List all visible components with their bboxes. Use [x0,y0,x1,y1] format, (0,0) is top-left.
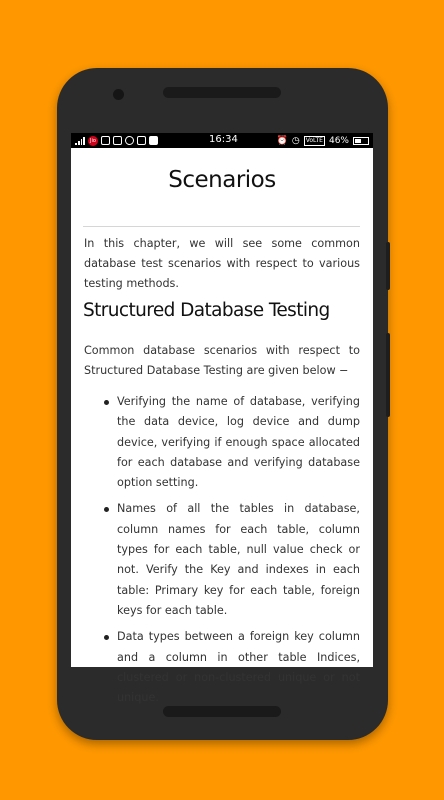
volume-button [386,333,390,417]
section-heading: Structured Database Testing [83,300,330,321]
power-button [386,242,390,290]
alarm-icon: ⏰ [276,135,288,146]
clock-icon: ◷ [291,135,300,146]
scenario-list [84,392,360,714]
status-bar [71,133,373,148]
status-time: 16:34 [209,134,238,145]
earpiece-speaker [163,87,281,98]
message-icon [113,136,122,145]
battery-icon [353,137,369,145]
notification-icon [101,136,110,145]
jio-app-icon: Jio [88,136,98,146]
list-item: Verifying the name of database, verifying the data device, log device and dump device, verifying if enough space allocated for each database and verifying database option setting. [84,392,360,493]
screen [71,133,373,705]
link-icon [137,136,146,145]
status-system-icons [277,135,369,146]
status-notification-icons [75,135,158,146]
settings-icon [125,136,134,145]
section-intro-paragraph: Common database scenarios with respect to Structured Database Testing are given below − [84,344,360,377]
list-item: Names of all the tables in database, column names for each table, column types for each table, null value check or not. Verify the Key and indexes in each table: Primary key for each table, foreign keys for each table. [84,499,360,621]
signal-icon [75,137,85,145]
front-camera [113,89,124,100]
list-item: Data types between a foreign key column and a column in other table Indices, clustered or non-clustered unique or not unique. [84,627,360,708]
volte-badge: VoLTE [305,136,323,144]
facebook-icon [149,136,158,145]
battery-percentage: 46% [328,135,349,146]
page-title: Scenarios [168,167,276,193]
intro-paragraph: In this chapter, we will see some common database test scenarios with respect to various testing methods. [84,237,360,290]
title-divider [83,226,360,227]
